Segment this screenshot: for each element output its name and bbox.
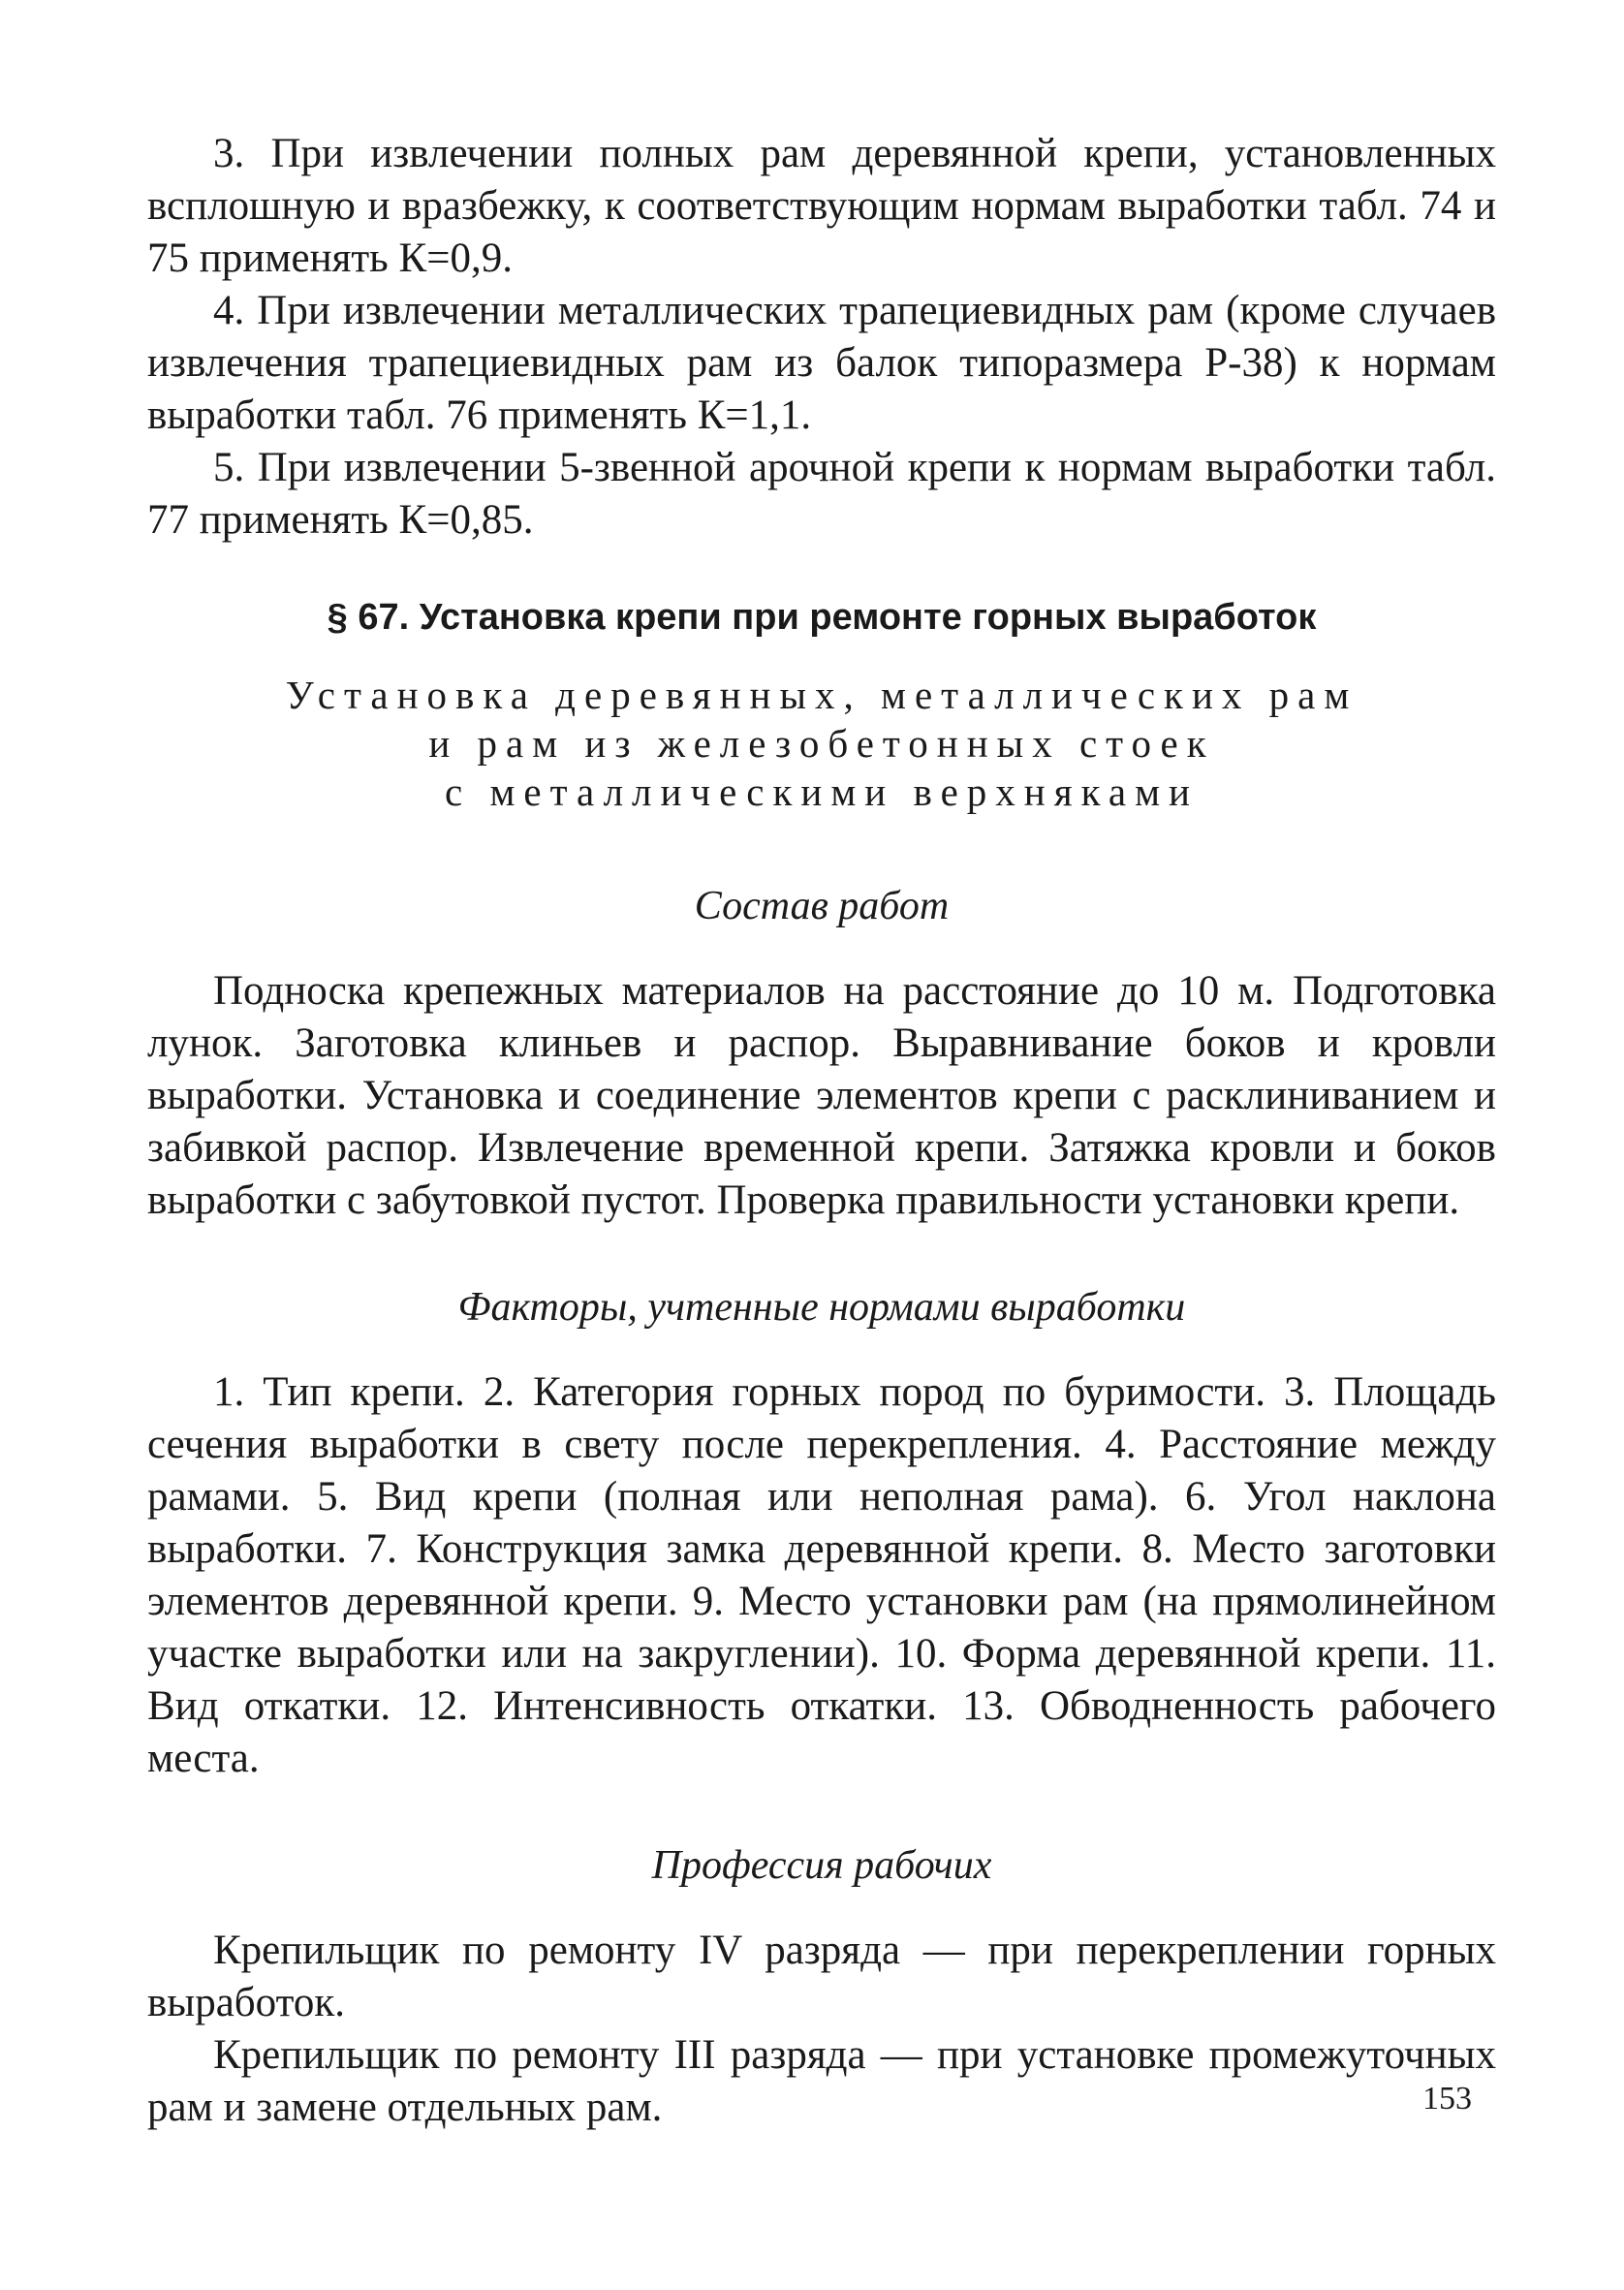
document-page: [147, 128, 1496, 2134]
section-heading: § 67. Установка крепи при ремонте горных выработок: [327, 597, 1317, 638]
spacer: [147, 1227, 1496, 1281]
subheading-line-2: и рам из железобетонных стоек: [428, 721, 1215, 766]
section-subheading: [147, 671, 1496, 816]
paragraph-item-5: 5. При извлечении 5-звенной арочной крепи к нормам выработки табл. 77 применять К=0,85.: [147, 445, 1496, 543]
subheading-line-3: с металлическими верхняками: [445, 769, 1199, 814]
paragraph-item-3: 3. При извлечении полных рам деревянной крепи, установленных всплошную и вразбежку, к соответствующим нормам выработки табл. 74 и 75 применять К=0,9.: [147, 131, 1496, 281]
page-number: 153: [1422, 2081, 1472, 2117]
workers-title: Профессия рабочих: [651, 1843, 992, 1888]
subheading-line-1: Установка деревянных, металлических рам: [285, 673, 1359, 717]
factors-title: Факторы, учтенные нормами выработки: [457, 1285, 1186, 1330]
composition-title: Состав работ: [694, 884, 950, 928]
factors-text: 1. Тип крепи. 2. Категория горных пород по буримости. 3. Площадь сечения выработки в свету после перекрепления. 4. Расстояние между рамами. 5. Вид крепи (полная или неполная рама). 6. Угол наклона выработки. 7. Конструкция замка деревянной крепи. 8. Место заготовки элементов деревянной крепи. 9. Место установки рам (на прямолинейном участке выработки или на закруглении). 10. Форма деревянной крепи. 11. Вид откатки. 12. Интенсивность откатки. 13. Обводненность рабочего места.: [147, 1369, 1496, 1781]
paragraph-item-4: 4. При извлечении металлических трапециевидных рам (кроме случаев извлечения трапециевидных рам из балок типоразмера Р-38) к нормам выработки табл. 76 применять К=1,1.: [147, 288, 1496, 438]
workers-paragraph-2: Крепильщик по ремонту III разряда — при установке промежуточных рам и замене отдельных рам.: [147, 2032, 1496, 2130]
composition-text: Подноска крепежных материалов на расстояние до 10 м. Подготовка лунок. Заготовка клиньев и распор. Выравнивание боков и кровли выработки. Установка и соединение элементов крепи с расклиниванием и забивкой распор. Извлечение временной крепи. Затяжка кровли и боков выработки с забутовкой пустот. Проверка правильности установки крепи.: [147, 968, 1496, 1223]
workers-paragraph-1: Крепильщик по ремонту IV разряда — при перекреплении горных выработок.: [147, 1928, 1496, 2025]
spacer: [147, 1785, 1496, 1839]
